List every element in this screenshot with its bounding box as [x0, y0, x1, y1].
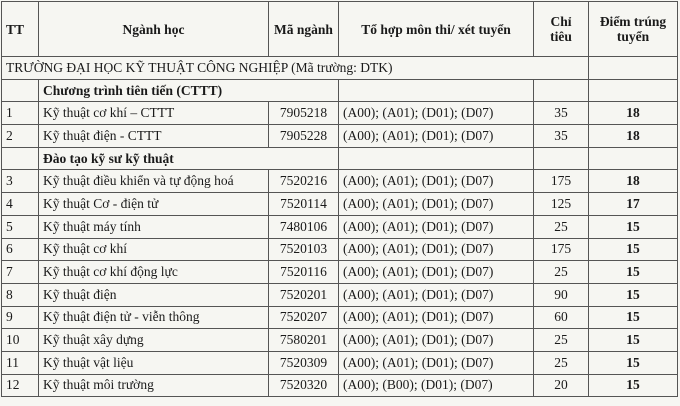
table-row	[2, 193, 678, 216]
school-name: TRƯỜNG ĐẠI HỌC KỸ THUẬT CÔNG NGHIỆP (Mã trường: DTK)	[2, 57, 589, 80]
row-code: 7520201	[269, 283, 339, 306]
row-quota: 175	[534, 238, 589, 261]
row-major: Kỹ thuật điện	[39, 283, 269, 306]
row-tt: 4	[2, 193, 39, 216]
row-major: Kỹ thuật điện tử - viễn thông	[39, 306, 269, 329]
school-row-score-cell	[589, 57, 678, 80]
row-code: 7480106	[269, 215, 339, 238]
table-row	[2, 102, 678, 125]
row-code: 7520216	[269, 170, 339, 193]
row-quota: 25	[534, 329, 589, 352]
row-code: 7520207	[269, 306, 339, 329]
row-major: Kỹ thuật môi trường	[39, 374, 269, 397]
row-code: 7905218	[269, 102, 339, 125]
row-quota: 25	[534, 215, 589, 238]
row-code: 7520116	[269, 261, 339, 284]
row-major: Kỹ thuật cơ khí – CTTT	[39, 102, 269, 125]
row-tt: 5	[2, 215, 39, 238]
row-major: Kỹ thuật điện - CTTT	[39, 125, 269, 148]
group-blank-cell	[589, 79, 678, 102]
row-tt: 7	[2, 261, 39, 284]
table-row	[2, 283, 678, 306]
row-major: Kỹ thuật máy tính	[39, 215, 269, 238]
admission-table	[1, 1, 678, 397]
row-tt: 8	[2, 283, 39, 306]
row-score: 15	[589, 374, 678, 397]
group-title: Đào tạo kỹ sư kỹ thuật	[39, 147, 339, 170]
group-blank-cell	[589, 147, 678, 170]
group-tt-cell	[2, 79, 39, 102]
header-quota: Chỉ tiêu	[534, 2, 589, 57]
school-row	[2, 57, 678, 80]
group-blank-cell	[339, 147, 534, 170]
table-row	[2, 351, 678, 374]
row-code: 7520309	[269, 351, 339, 374]
row-tt: 9	[2, 306, 39, 329]
table-row	[2, 238, 678, 261]
table-header-row	[2, 2, 678, 57]
group-row	[2, 147, 678, 170]
row-quota: 20	[534, 374, 589, 397]
row-major: Kỹ thuật xây dựng	[39, 329, 269, 352]
row-major: Kỹ thuật cơ khí động lực	[39, 261, 269, 284]
row-code: 7580201	[269, 329, 339, 352]
group-title: Chương trình tiên tiến (CTTT)	[39, 79, 339, 102]
group-blank-cell	[534, 147, 589, 170]
row-combo: (A00); (A01); (D01); (D07)	[339, 125, 534, 148]
row-major: Kỹ thuật điều khiển và tự động hoá	[39, 170, 269, 193]
row-code: 7520114	[269, 193, 339, 216]
table-row	[2, 306, 678, 329]
header-tt: TT	[2, 2, 39, 57]
table-row	[2, 374, 678, 397]
row-combo: (A00); (A01); (D01); (D07)	[339, 261, 534, 284]
row-quota: 175	[534, 170, 589, 193]
header-code: Mã ngành	[269, 2, 339, 57]
row-combo: (A00); (B00); (D01); (D07)	[339, 374, 534, 397]
row-combo: (A00); (A01); (D01); (D07)	[339, 283, 534, 306]
group-blank-cell	[339, 79, 534, 102]
row-combo: (A00); (A01); (D01); (D07)	[339, 170, 534, 193]
table-row	[2, 170, 678, 193]
row-combo: (A00); (A01); (D01); (D07)	[339, 215, 534, 238]
row-score: 15	[589, 306, 678, 329]
row-combo: (A00); (A01); (D01); (D07)	[339, 102, 534, 125]
header-major: Ngành học	[39, 2, 269, 57]
table-row	[2, 215, 678, 238]
row-quota: 25	[534, 261, 589, 284]
row-combo: (A00); (A01); (D01); (D07)	[339, 238, 534, 261]
row-combo: (A00); (A01); (D01); (D07)	[339, 329, 534, 352]
row-score: 15	[589, 261, 678, 284]
row-major: Kỹ thuật vật liệu	[39, 351, 269, 374]
table-row	[2, 125, 678, 148]
row-score: 15	[589, 215, 678, 238]
row-quota: 35	[534, 125, 589, 148]
row-score: 18	[589, 125, 678, 148]
row-quota: 35	[534, 102, 589, 125]
row-quota: 90	[534, 283, 589, 306]
row-major: Kỹ thuật cơ khí	[39, 238, 269, 261]
row-quota: 60	[534, 306, 589, 329]
row-score: 15	[589, 238, 678, 261]
row-score: 18	[589, 170, 678, 193]
row-tt: 11	[2, 351, 39, 374]
row-quota: 25	[534, 351, 589, 374]
group-row	[2, 79, 678, 102]
row-score: 15	[589, 329, 678, 352]
row-code: 7520103	[269, 238, 339, 261]
row-tt: 6	[2, 238, 39, 261]
row-score: 17	[589, 193, 678, 216]
row-score: 15	[589, 283, 678, 306]
row-combo: (A00); (A01); (D01); (D07)	[339, 306, 534, 329]
row-tt: 10	[2, 329, 39, 352]
header-combo: Tổ hợp môn thi/ xét tuyển	[339, 2, 534, 57]
table-row	[2, 261, 678, 284]
group-blank-cell	[534, 79, 589, 102]
header-score: Điểm trúng tuyển	[589, 2, 678, 57]
row-tt: 2	[2, 125, 39, 148]
table-row	[2, 329, 678, 352]
row-tt: 3	[2, 170, 39, 193]
row-major: Kỹ thuật Cơ - điện tử	[39, 193, 269, 216]
row-quota: 125	[534, 193, 589, 216]
row-tt: 1	[2, 102, 39, 125]
row-combo: (A00); (A01); (D01); (D07)	[339, 193, 534, 216]
group-tt-cell	[2, 147, 39, 170]
row-score: 15	[589, 351, 678, 374]
row-combo: (A00); (A01); (D01); (D07)	[339, 351, 534, 374]
row-tt: 12	[2, 374, 39, 397]
row-code: 7905228	[269, 125, 339, 148]
row-score: 18	[589, 102, 678, 125]
row-code: 7520320	[269, 374, 339, 397]
